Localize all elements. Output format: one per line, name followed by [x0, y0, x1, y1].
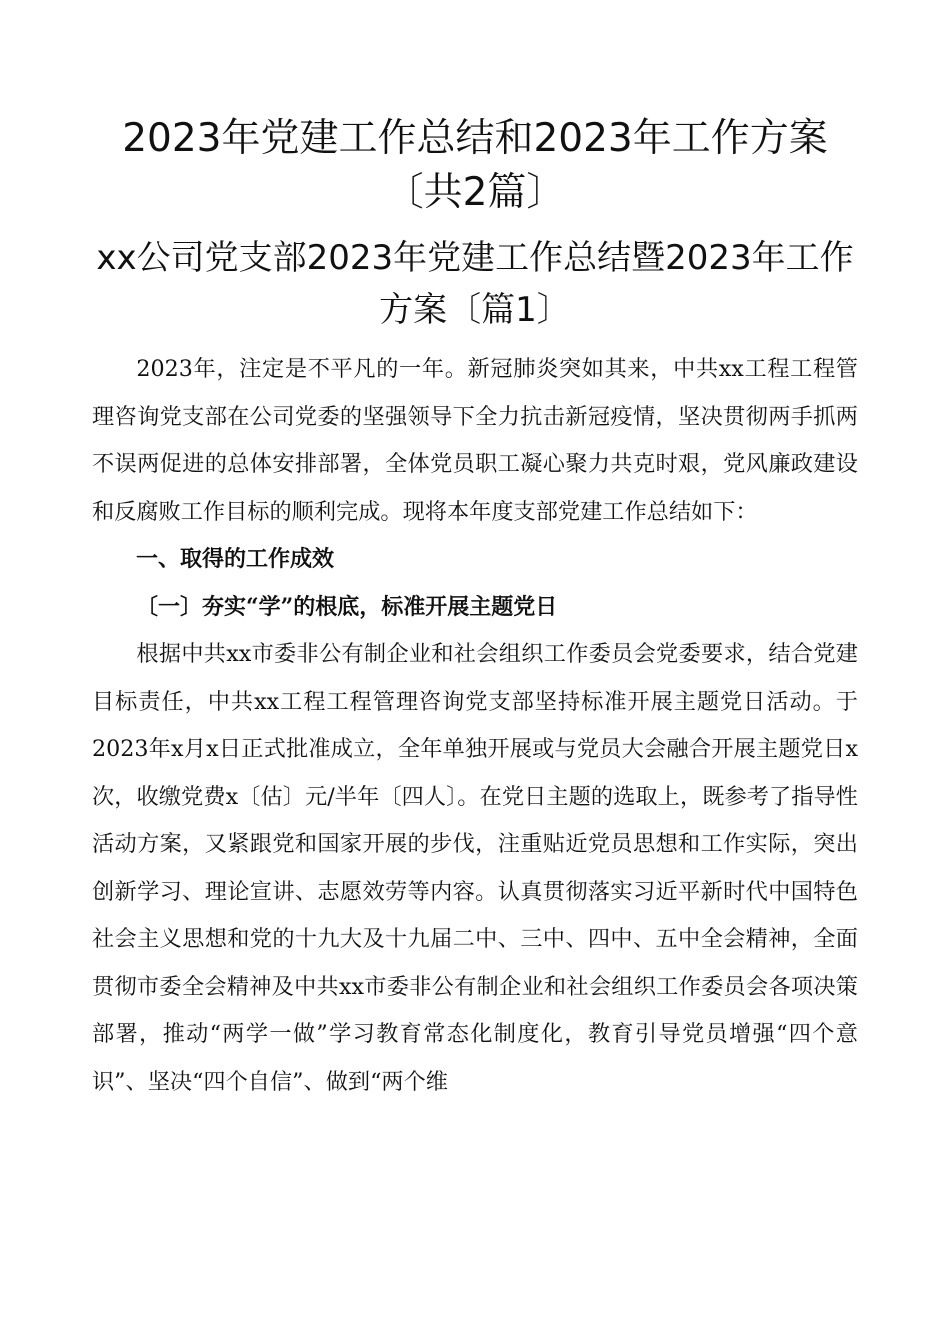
- section-heading: 一、取得的工作成效: [136, 547, 335, 572]
- document-subtitle: xx公司党支部2023年党建工作总结暨2023年工作方案〔篇1〕: [96, 238, 854, 330]
- document-title: 2023年党建工作总结和2023年工作方案〔共2篇〕: [122, 116, 828, 215]
- document-body: [92, 346, 858, 1106]
- subsection-heading: 〔一〕夯实“学”的根底，标准开展主题党日: [136, 593, 558, 620]
- body-paragraph: 根据中共xx市委非公有制企业和社会组织工作委员会党委要求，结合党建目标责任，中共xx工程工程管理咨询党支部坚持标准开展主题党日活动。于2023年x月x日正式批准成立，全年单独开展或与党员大会融合开展主题党日x次，收缴党费x〔估〕元/半年〔四人〕。在党日主题的选取上，既参考了指导性活动方案，又紧跟党和国家开展的步伐，注重贴近党员思想和工作实际，突出创新学习、理论宣讲、志愿效劳等内容。认真贯彻落实习近平新时代中国特色社会主义思想和党的十九大及十九届二中、三中、四中、五中全会精神，全面贯彻市委全会精神及中共xx市委非公有制企业和社会组织工作委员会各项决策部署，推动“两学一做”学习教育常态化制度化，教育引导党员增强“四个意识”、坚决“四个自信”、做到“两个维: [92, 641, 858, 1095]
- intro-paragraph: 2023年，注定是不平凡的一年。新冠肺炎突如其来，中共xx工程工程管理咨询党支部在公司党委的坚强领导下全力抗击新冠疫情，坚决贯彻两手抓两不误两促进的总体安排部署，全体党员职工凝心聚力共克时艰，党风廉政建设和反腐败工作目标的顺利完成。现将本年度支部党建工作总结如下：: [92, 356, 858, 525]
